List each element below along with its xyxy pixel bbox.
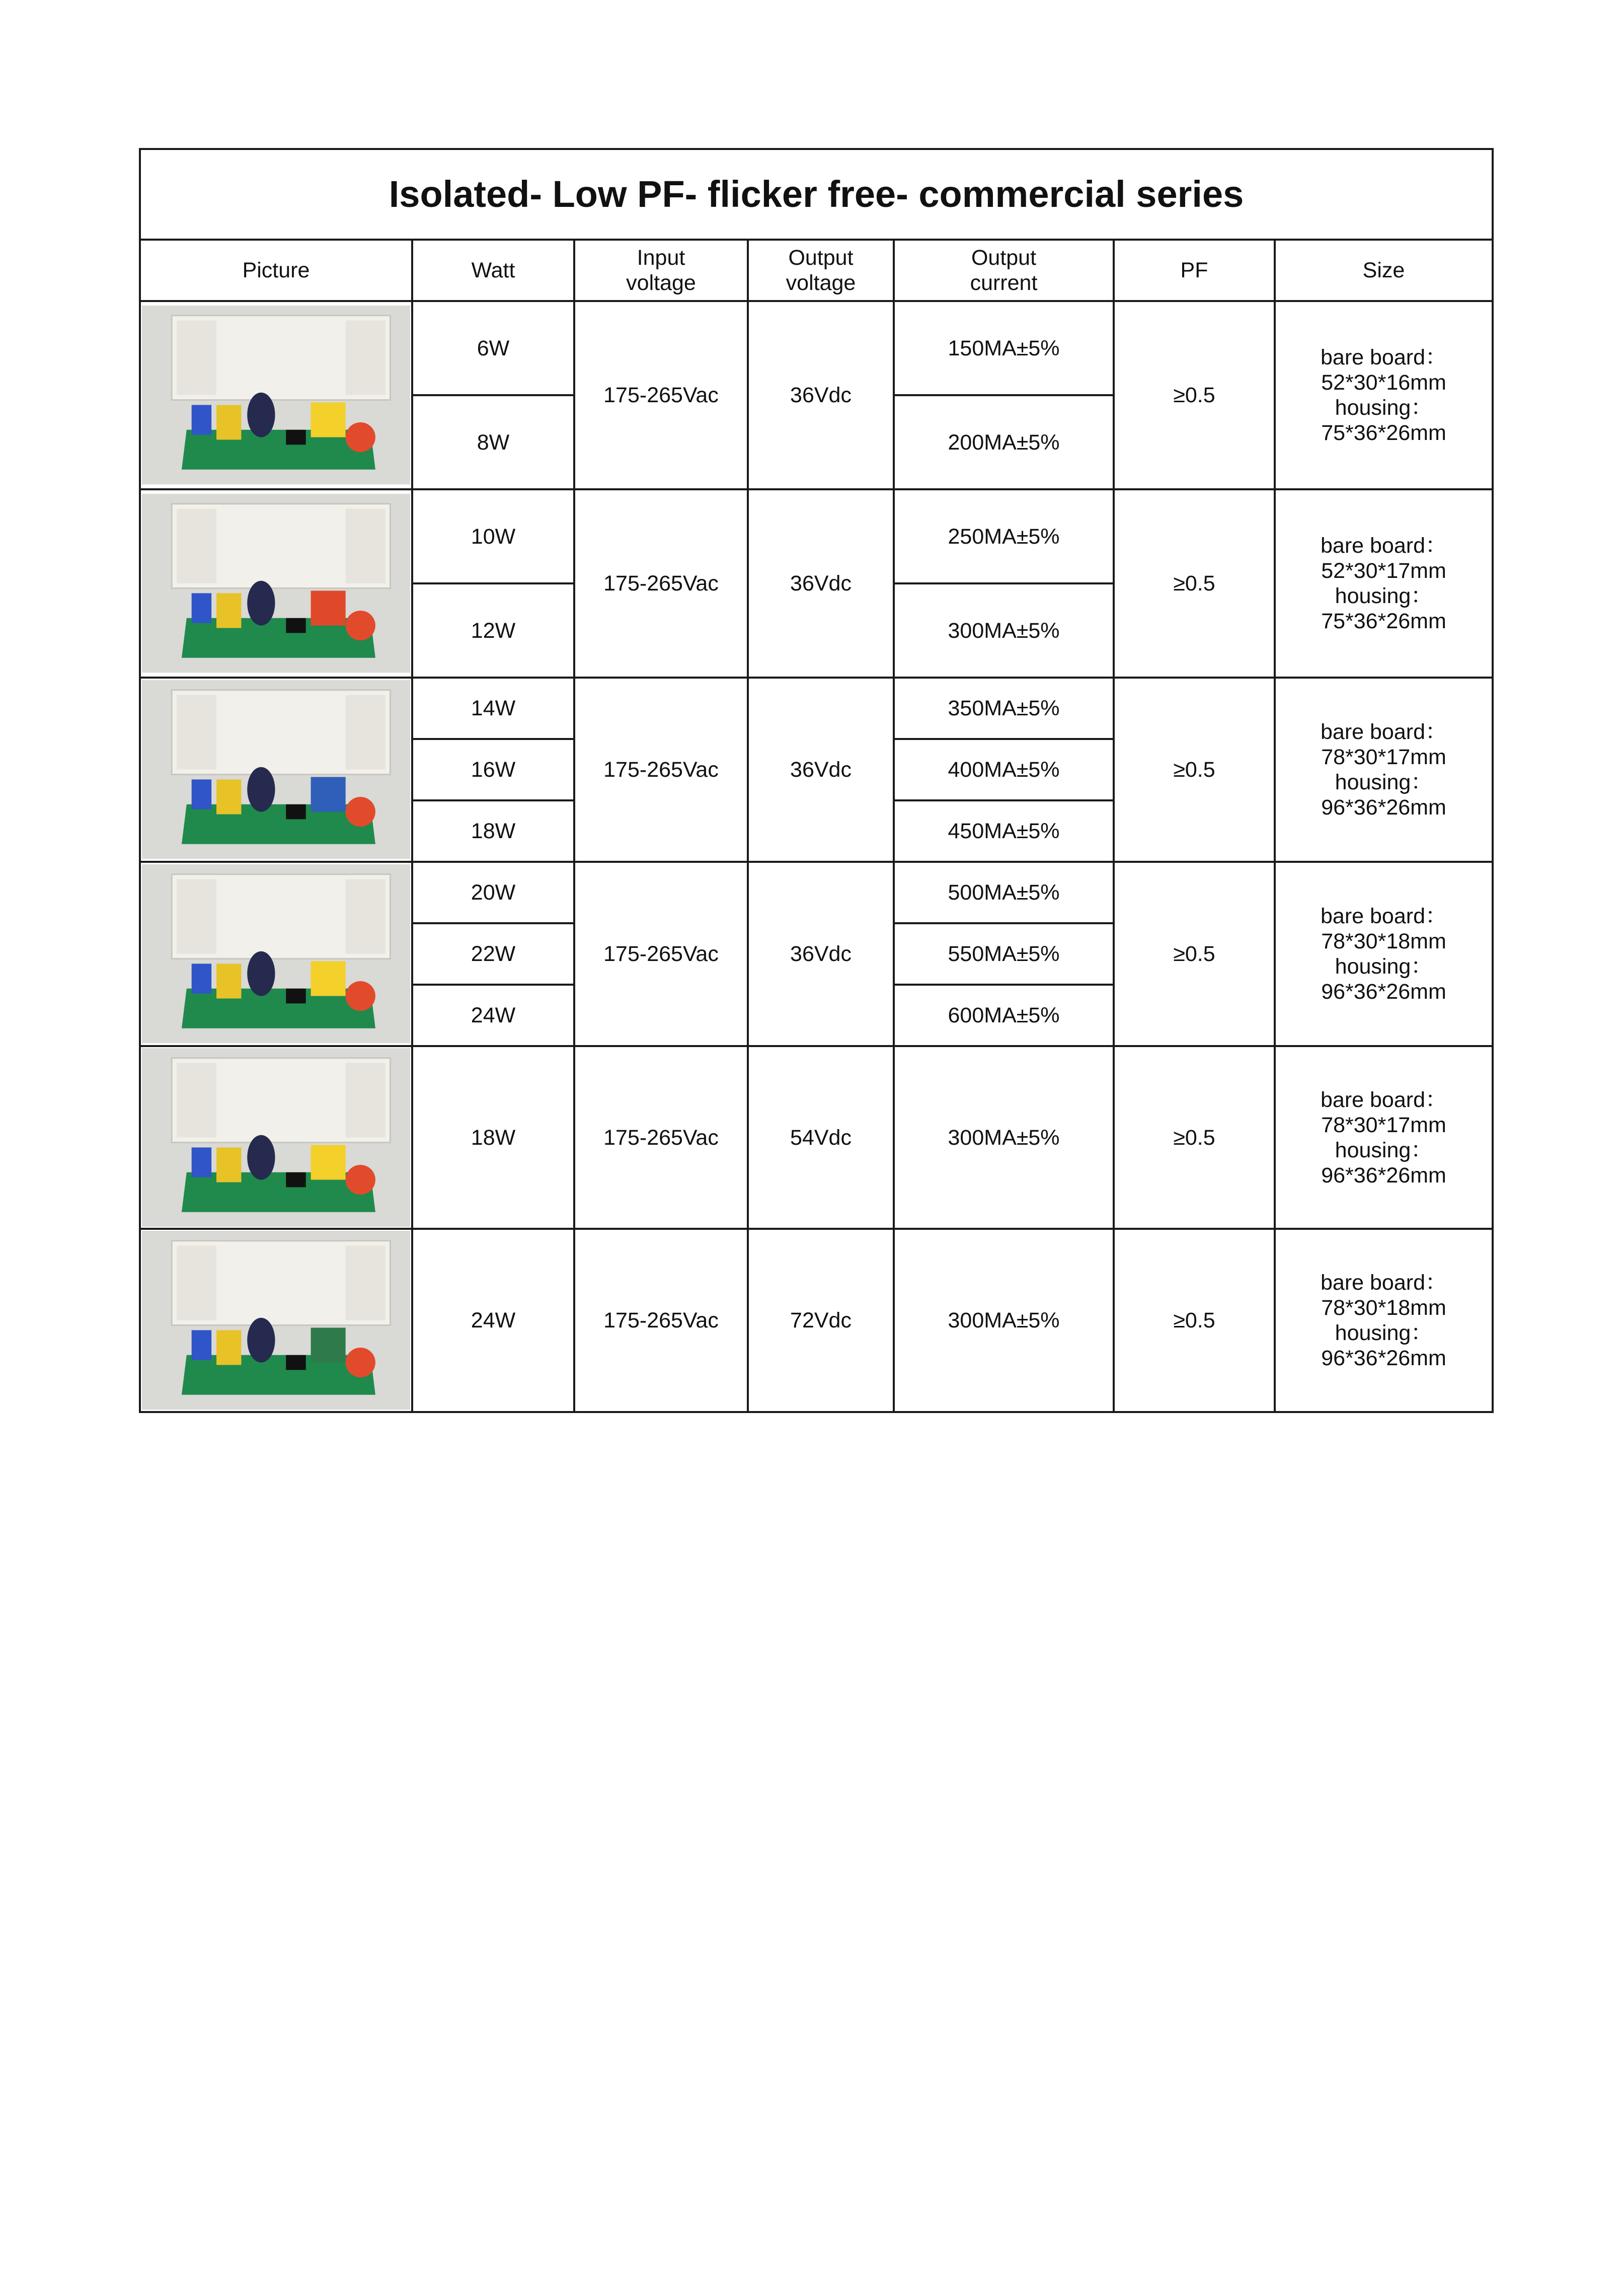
product-picture (140, 1229, 412, 1412)
output-current-cell: 250MA±5% (894, 489, 1114, 583)
photo-part-7 (247, 581, 275, 626)
photo-part-9 (311, 591, 346, 626)
photo-part-7 (247, 1318, 275, 1363)
photo-part-3 (346, 695, 385, 770)
product-picture (140, 678, 412, 862)
photo-part-6 (216, 1147, 241, 1182)
watt-cell: 20W (412, 862, 574, 923)
watt-cell: 18W (412, 1046, 574, 1229)
table-row (140, 862, 1493, 923)
photo-part-6 (216, 1330, 241, 1365)
photo-part-8 (286, 618, 305, 633)
size-cell: bare board： 78*30*18mm housing： 96*36*26mm (1275, 1229, 1493, 1412)
photo-part-3 (346, 321, 385, 395)
header-output-current: Output current (894, 240, 1114, 301)
size-cell: bare board： 78*30*17mm housing： 96*36*26mm (1275, 1046, 1493, 1229)
photo-part-8 (286, 1355, 305, 1370)
product-picture (140, 301, 412, 489)
watt-cell: 16W (412, 739, 574, 800)
input-voltage-cell: 175-265Vac (574, 489, 748, 678)
output-current-cell: 550MA±5% (894, 923, 1114, 985)
header-size: Size (1275, 240, 1493, 301)
input-voltage-cell: 175-265Vac (574, 678, 748, 862)
size-cell: bare board： 52*30*16mm housing： 75*36*26mm (1275, 301, 1493, 489)
photo-part-10 (346, 422, 375, 452)
header-row (140, 240, 1493, 301)
photo-part-2 (177, 509, 216, 583)
product-picture (140, 1046, 412, 1229)
photo-part-7 (247, 393, 275, 437)
output-current-cell: 300MA±5% (894, 1229, 1114, 1412)
pf-cell: ≥0.5 (1114, 489, 1275, 678)
spec-table (139, 148, 1494, 1413)
header-output-voltage: Output voltage (748, 240, 894, 301)
watt-cell: 12W (412, 583, 574, 678)
watt-cell: 14W (412, 678, 574, 739)
input-voltage-cell: 175-265Vac (574, 301, 748, 489)
output-current-cell: 450MA±5% (894, 800, 1114, 862)
photo-part-8 (286, 989, 305, 1004)
watt-cell: 8W (412, 395, 574, 489)
header-pf: PF (1114, 240, 1275, 301)
photo-part-10 (346, 1348, 375, 1377)
output-voltage-cell: 36Vdc (748, 678, 894, 862)
photo-part-5 (192, 1330, 211, 1360)
led-driver-photo-icon (142, 680, 410, 859)
input-voltage-cell: 175-265Vac (574, 862, 748, 1046)
led-driver-photo-icon (142, 1231, 410, 1410)
photo-part-2 (177, 879, 216, 954)
output-current-cell: 350MA±5% (894, 678, 1114, 739)
led-driver-photo-icon (142, 306, 410, 484)
photo-part-6 (216, 964, 241, 999)
photo-part-8 (286, 804, 305, 820)
photo-part-5 (192, 405, 211, 435)
led-driver-photo-icon (142, 864, 410, 1043)
photo-part-9 (311, 777, 346, 812)
watt-cell: 22W (412, 923, 574, 985)
pf-cell: ≥0.5 (1114, 678, 1275, 862)
photo-part-3 (346, 1063, 385, 1138)
output-voltage-cell: 36Vdc (748, 489, 894, 678)
watt-cell: 18W (412, 800, 574, 862)
watt-cell: 10W (412, 489, 574, 583)
led-driver-photo-icon (142, 494, 410, 673)
photo-part-5 (192, 1147, 211, 1177)
output-current-cell: 600MA±5% (894, 985, 1114, 1046)
output-current-cell: 150MA±5% (894, 301, 1114, 395)
photo-part-5 (192, 594, 211, 623)
photo-part-10 (346, 797, 375, 827)
pf-cell: ≥0.5 (1114, 301, 1275, 489)
led-driver-photo-icon (142, 1048, 410, 1227)
table-row (140, 489, 1493, 583)
size-cell: bare board： 52*30*17mm housing： 75*36*26mm (1275, 489, 1493, 678)
output-current-cell: 400MA±5% (894, 739, 1114, 800)
output-voltage-cell: 72Vdc (748, 1229, 894, 1412)
photo-part-9 (311, 1328, 346, 1363)
output-current-cell: 500MA±5% (894, 862, 1114, 923)
header-input-voltage: Input voltage (574, 240, 748, 301)
output-current-cell: 300MA±5% (894, 583, 1114, 678)
watt-cell: 24W (412, 1229, 574, 1412)
watt-cell: 6W (412, 301, 574, 395)
photo-part-10 (346, 611, 375, 640)
photo-part-2 (177, 1063, 216, 1138)
photo-part-6 (216, 594, 241, 628)
photo-part-2 (177, 1246, 216, 1320)
output-voltage-cell: 36Vdc (748, 862, 894, 1046)
product-picture (140, 489, 412, 678)
photo-part-8 (286, 1172, 305, 1188)
photo-part-5 (192, 780, 211, 809)
pf-cell: ≥0.5 (1114, 862, 1275, 1046)
watt-cell: 24W (412, 985, 574, 1046)
photo-part-2 (177, 321, 216, 395)
table-row (140, 1229, 1493, 1412)
header-watt: Watt (412, 240, 574, 301)
photo-part-9 (311, 403, 346, 437)
photo-part-7 (247, 1135, 275, 1180)
photo-part-9 (311, 1145, 346, 1179)
spec-sheet (139, 148, 1492, 1413)
photo-part-9 (311, 961, 346, 996)
pf-cell: ≥0.5 (1114, 1046, 1275, 1229)
input-voltage-cell: 175-265Vac (574, 1229, 748, 1412)
output-current-cell: 300MA±5% (894, 1046, 1114, 1229)
photo-part-7 (247, 951, 275, 996)
output-voltage-cell: 36Vdc (748, 301, 894, 489)
photo-part-3 (346, 509, 385, 583)
table-row (140, 678, 1493, 739)
pf-cell: ≥0.5 (1114, 1229, 1275, 1412)
table-title: Isolated- Low PF- flicker free- commercial series (140, 149, 1493, 240)
photo-part-7 (247, 767, 275, 812)
photo-part-2 (177, 695, 216, 770)
photo-part-10 (346, 1165, 375, 1195)
product-picture (140, 862, 412, 1046)
size-cell: bare board： 78*30*17mm housing： 96*36*26mm (1275, 678, 1493, 862)
input-voltage-cell: 175-265Vac (574, 1046, 748, 1229)
header-picture: Picture (140, 240, 412, 301)
table-row (140, 301, 1493, 395)
photo-part-10 (346, 981, 375, 1011)
photo-part-6 (216, 780, 241, 814)
output-voltage-cell: 54Vdc (748, 1046, 894, 1229)
table-row (140, 1046, 1493, 1229)
output-current-cell: 200MA±5% (894, 395, 1114, 489)
photo-part-3 (346, 879, 385, 954)
photo-part-3 (346, 1246, 385, 1320)
photo-part-8 (286, 430, 305, 445)
size-cell: bare board： 78*30*18mm housing： 96*36*26mm (1275, 862, 1493, 1046)
photo-part-6 (216, 405, 241, 440)
photo-part-5 (192, 964, 211, 994)
